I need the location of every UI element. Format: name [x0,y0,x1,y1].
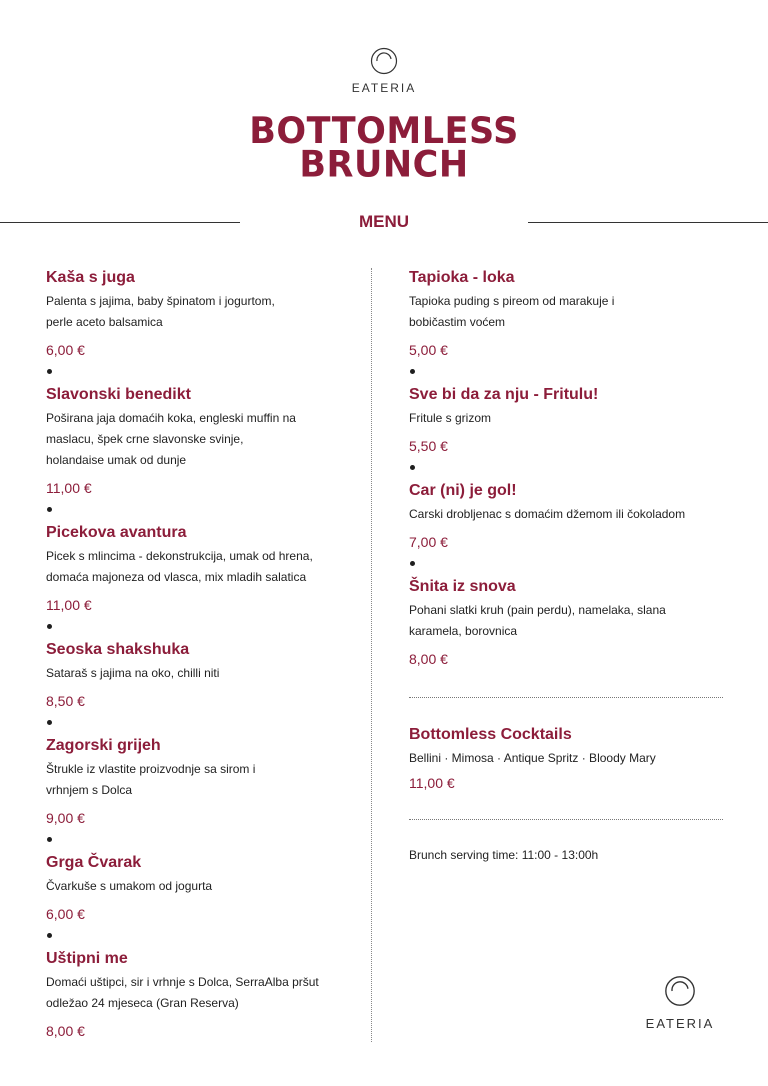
menu-item-price: 6,00 € [46,342,85,358]
description-line: karamela, borovnica [409,624,518,638]
menu-item [46,267,356,360]
bullet-dot-icon [47,369,52,374]
eateria-logo-icon [663,974,697,1008]
brand-name: EATERIA [645,1016,715,1031]
menu-item-description [46,663,356,684]
bullet-dot-icon [47,507,52,512]
menu-item [409,267,729,360]
menu-item-description [46,408,356,471]
right-menu-column [409,267,729,864]
column-divider [371,268,372,1042]
menu-item [46,384,356,498]
bullet-dot-icon [47,624,52,629]
menu-item [409,384,729,456]
menu-item-price: 8,00 € [46,1023,85,1039]
menu-item [409,576,729,669]
menu-item-price: 8,50 € [46,693,85,709]
menu-item-description [409,504,729,525]
menu-item-price: 5,00 € [409,342,448,358]
menu-heading-row [0,212,768,236]
menu-item-description [46,876,356,897]
brand-name: EATERIA [351,81,417,95]
description-line: Palenta s jajima, baby špinatom i jogurtom, [46,294,275,308]
menu-item-price: 11,00 € [46,480,92,496]
menu-item-description [409,600,729,642]
menu-item-name: Grga Čvarak [46,854,142,871]
right-menu-items [409,267,729,669]
menu-heading: MENU [358,212,410,231]
bullet-dot-icon [410,465,415,470]
description-line: Poširana jaja domaćih koka, engleski muffin na [46,411,296,425]
menu-item-name: Uštipni me [46,950,128,967]
menu-item-name: Picekova avantura [46,524,187,541]
description-line: Štrukle iz vlastite proizvodnje sa sirom i [46,762,256,776]
bullet-dot-icon [410,369,415,374]
left-menu-column [46,267,356,1041]
menu-item-name: Slavonski benedikt [46,386,191,403]
serving-time: Brunch serving time: 11:00 - 13:00h [409,848,599,862]
cocktails-section [409,724,729,793]
title-line-2: BRUNCH [299,143,469,186]
description-line: Tapioka puding s pireom od marakuje i [409,294,615,308]
description-line: maslacu, špek crne slavonske svinje, [46,432,244,446]
menu-item-price: 8,00 € [409,651,448,667]
description-line: Picek s mlincima - dekonstrukcija, umak od hrena, [46,549,313,563]
menu-item-name: Car (ni) je gol! [409,482,517,499]
menu-item-price: 6,00 € [46,906,85,922]
description-line: perle aceto balsamica [46,315,163,329]
description-line: odležao 24 mjeseca (Gran Reserva) [46,996,239,1010]
menu-item [46,852,356,924]
description-line: Carski drobljenac s domaćim džemom ili čokoladom [409,507,686,521]
menu-item-description [46,291,356,333]
description-line: Fritule s grizom [409,411,492,425]
description-line: Pohani slatki kruh (pain perdu), namelaka, slana [409,603,666,617]
menu-item-description [409,291,729,333]
description-line: Sataraš s jajima na oko, chilli niti [46,666,220,680]
bullet-dot-icon [47,933,52,938]
menu-item-price: 5,50 € [409,438,448,454]
menu-item-name: Sve bi da za nju - Fritulu! [409,386,599,403]
description-line: holandaise umak od dunje [46,453,187,467]
menu-item-name: Seoska shakshuka [46,641,190,658]
menu-item-description [46,759,356,801]
menu-item-name: Kaša s juga [46,269,135,286]
page-title [0,110,768,186]
brand-logo-bottom [620,974,740,1031]
description-line: vrhnjem s Dolca [46,783,133,797]
menu-item-price: 11,00 € [46,597,92,613]
bullet-dot-icon [47,720,52,725]
brand-logo-top [0,46,768,95]
description-line: domaća majoneza od vlasca, mix mladih salatica [46,570,307,584]
menu-item [46,735,356,828]
bullet-dot-icon [410,561,415,566]
dotted-separator [409,819,723,820]
title-line-1: BOTTOMLESS [249,110,519,153]
description-line: bobičastim voćem [409,315,506,329]
dotted-separator [409,697,723,698]
cocktails-price: 11,00 € [409,775,455,791]
description-line: Domaći uštipci, sir i vrhnje s Dolca, SerraAlba pršut [46,975,319,989]
eateria-logo-icon [369,46,399,76]
menu-item-name: Tapioka - loka [409,269,515,286]
cocktails-list: Bellini · Mimosa · Antique Spritz · Bloody Mary [409,751,656,765]
description-line: Čvarkuše s umakom od jogurta [46,879,213,893]
menu-item-description [46,972,356,1014]
menu-item [46,639,356,711]
menu-item-name: Šnita iz snova [409,578,516,595]
menu-item-description [46,546,356,588]
cocktails-name: Bottomless Cocktails [409,726,572,743]
menu-item-description [409,408,729,429]
menu-item-name: Zagorski grijeh [46,737,161,754]
menu-divider-right [528,222,768,223]
menu-item [409,480,729,552]
bullet-dot-icon [47,837,52,842]
menu-item-price: 9,00 € [46,810,85,826]
menu-item [46,948,356,1041]
menu-item-price: 7,00 € [409,534,448,550]
menu-item [46,522,356,615]
